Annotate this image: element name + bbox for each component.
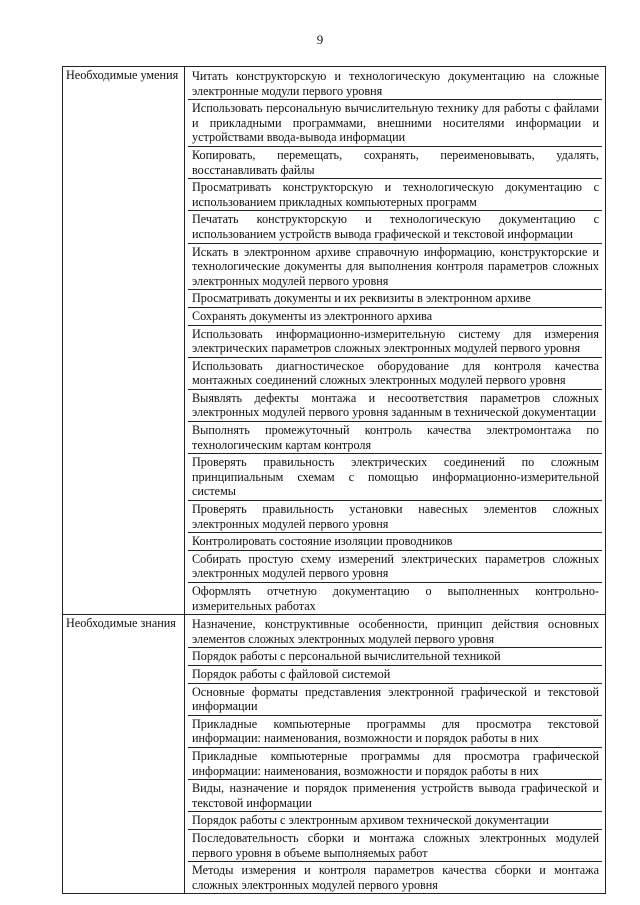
requirement-item: Искать в электронном архиве справочную информацию, конструкторские и технологические документы для выполнения контроля параметров сложных электронных модулей первого уровня bbox=[188, 244, 602, 291]
section-items bbox=[185, 67, 606, 615]
requirement-item: Порядок работы с электронным архивом технической документации bbox=[188, 812, 602, 830]
section-row bbox=[63, 67, 606, 615]
requirement-item: Методы измерения и контроля параметров качества сборки и монтажа сложных электронных модулей первого уровня bbox=[192, 863, 599, 892]
requirement-item: Просматривать конструкторскую и технологическую документацию с использованием прикладных компьютерных программ bbox=[188, 179, 602, 211]
requirements-table bbox=[62, 66, 606, 894]
requirement-item: Собирать простую схему измерений электрических параметров сложных электронных модулей первого уровня bbox=[188, 551, 602, 583]
requirement-item: Использовать персональную вычислительную технику для работы с файлами и прикладными программами, внешними носителями информации и устройствами ввода-вывода информации bbox=[188, 100, 602, 147]
requirement-item: Копировать, перемещать, сохранять, переименовывать, удалять, восстанавливать файлы bbox=[188, 147, 602, 179]
section-items bbox=[185, 615, 606, 894]
requirements-table-body bbox=[63, 67, 606, 894]
section-label: Необходимые умения bbox=[63, 67, 185, 615]
requirement-item: Виды, назначение и порядок применения устройств вывода графической и текстовой информации bbox=[188, 780, 602, 812]
requirement-item: Оформлять отчетную документацию о выполненных контрольно-измерительных работах bbox=[192, 584, 599, 613]
requirement-item: Использовать информационно-измерительную систему для измерения электрических параметров сложных электронных модулей первого уровня bbox=[188, 326, 602, 358]
page-number: 9 bbox=[316, 32, 324, 47]
requirement-item: Последовательность сборки и монтажа сложных электронных модулей первого уровня в объеме выполняемых работ bbox=[188, 830, 602, 862]
requirement-item: Основные форматы представления электронной графической и текстовой информации bbox=[188, 684, 602, 716]
requirement-item: Печатать конструкторскую и технологическую документацию с использованием устройств вывода графической и текстовой информации bbox=[188, 211, 602, 243]
requirement-item: Контролировать состояние изоляции проводников bbox=[188, 533, 602, 551]
requirement-item: Просматривать документы и их реквизиты в электронном архиве bbox=[188, 290, 602, 308]
requirement-item: Прикладные компьютерные программы для просмотра текстовой информации: наименования, возможности и порядок работы в них bbox=[188, 716, 602, 748]
requirement-item: Читать конструкторскую и технологическую документацию на сложные электронные модули первого уровня bbox=[188, 68, 602, 100]
section-label: Необходимые знания bbox=[63, 615, 185, 894]
requirement-item: Назначение, конструктивные особенности, принцип действия основных элементов сложных электронных модулей первого уровня bbox=[188, 616, 602, 648]
requirement-item: Проверять правильность установки навесных элементов сложных электронных модулей первого уровня bbox=[188, 501, 602, 533]
requirement-item: Прикладные компьютерные программы для просмотра графической информации: наименования, возможности и порядок работы в них bbox=[188, 748, 602, 780]
requirement-item: Порядок работы с файловой системой bbox=[188, 666, 602, 684]
requirement-item: Использовать диагностическое оборудование для контроля качества монтажных соединений сложных электронных модулей первого уровня bbox=[188, 358, 602, 390]
requirement-item: Порядок работы с персональной вычислительной техникой bbox=[188, 648, 602, 666]
requirement-item: Выявлять дефекты монтажа и несоответствия параметров сложных электронных модулей первого уровня заданным в технической документации bbox=[188, 390, 602, 422]
section-row bbox=[63, 615, 606, 894]
requirement-item: Выполнять промежуточный контроль качества электромонтажа по технологическим картам контроля bbox=[188, 422, 602, 454]
requirement-item: Сохранять документы из электронного архива bbox=[188, 308, 602, 326]
requirement-item: Проверять правильность электрических соединений по сложным принципиальным схемам с помощью информационно-измерительной системы bbox=[188, 454, 602, 501]
